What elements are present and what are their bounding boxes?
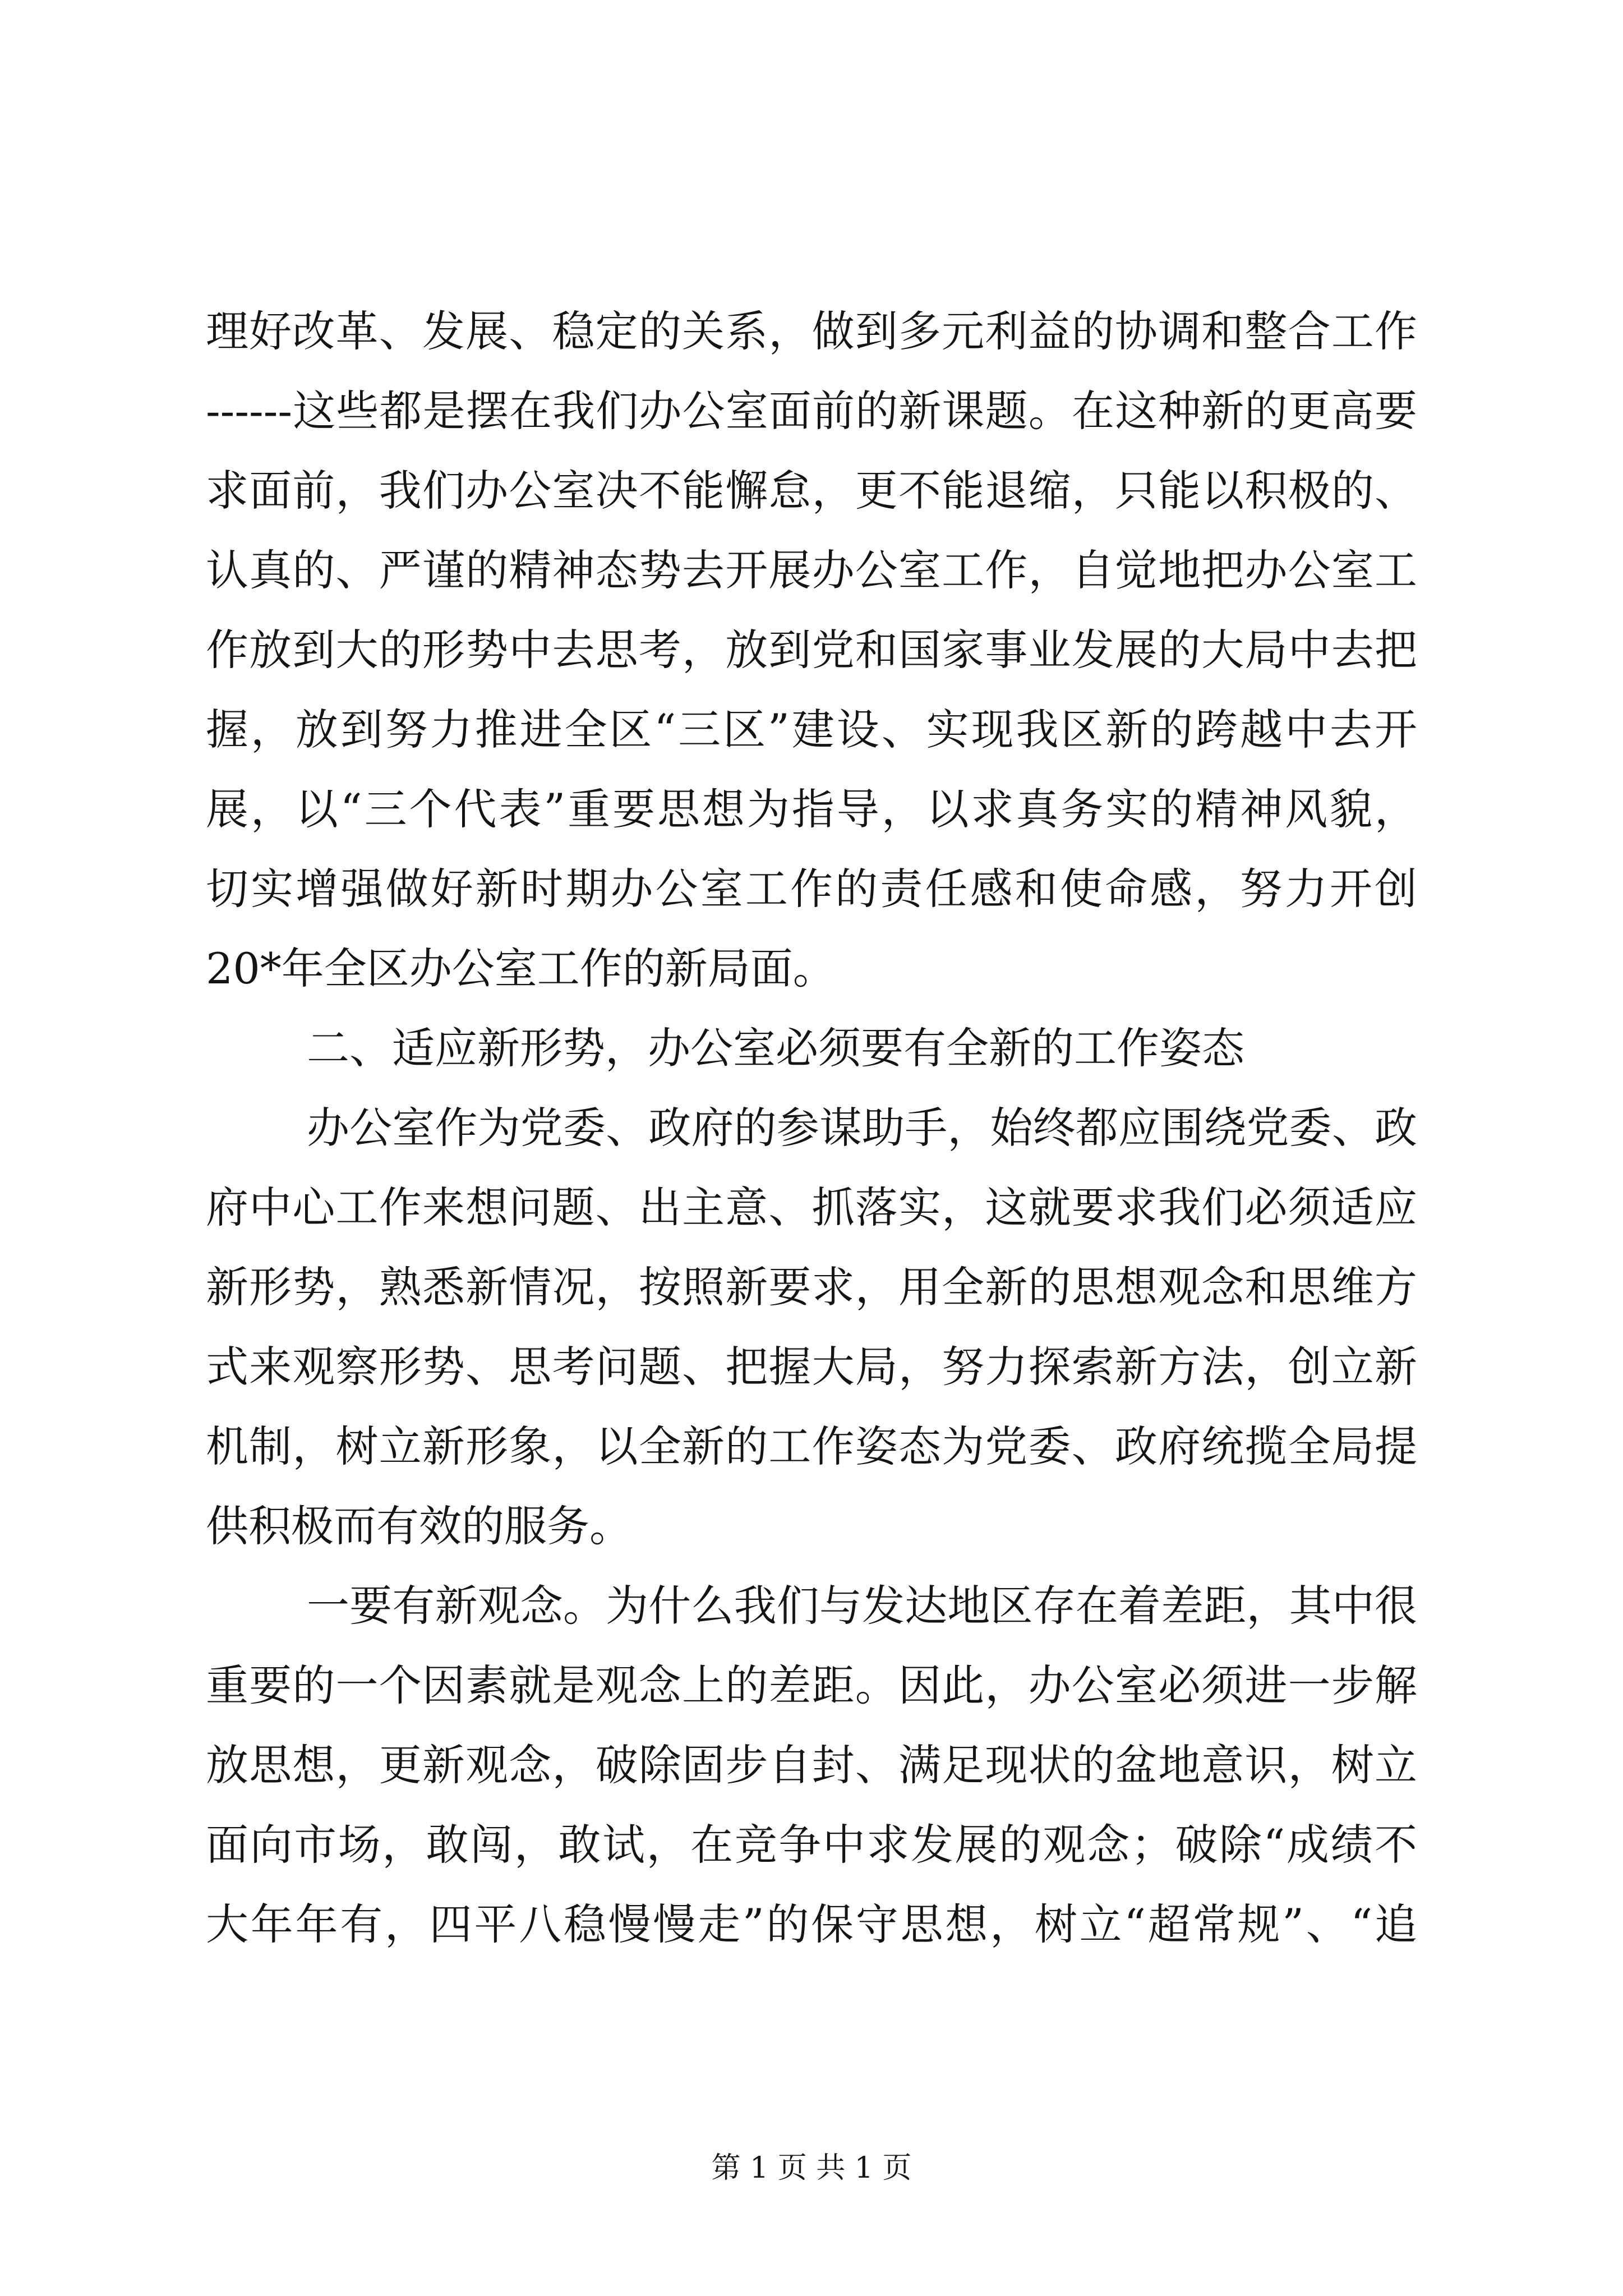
text-line: 认真的、严谨的精神态势去开展办公室工作，自觉地把办公室工: [206, 545, 1417, 595]
text-line: 20*年全区办公室工作的新局面。: [206, 944, 836, 993]
text-line: 面向市场，敢闯，敢试，在竞争中求发展的观念；破除“成绩不: [206, 1820, 1417, 1870]
text-line: 切实增强做好新时期办公室工作的责任感和使命感，努力开创: [206, 864, 1417, 914]
text-line: 一要有新观念。为什么我们与发达地区存在着差距，其中很: [307, 1581, 1417, 1631]
text-line: 供积极而有效的服务。: [206, 1501, 632, 1551]
text-line: 式来观察形势、思考问题、把握大局，努力探索新方法，创立新: [206, 1342, 1417, 1392]
page-footer: 第 1 页 共 1 页: [711, 2151, 912, 2185]
text-line: 握，放到努力推进全区“三区”建设、实现我区新的跨越中去开: [206, 705, 1417, 754]
text-line: 展，以“三个代表”重要思想为指导，以求真务实的精神风貌，: [206, 784, 1417, 834]
text-line: 机制，树立新形象，以全新的工作姿态为党委、政府统揽全局提: [206, 1421, 1417, 1471]
text-line: ------这些都是摆在我们办公室面前的新课题。在这种新的更高要: [206, 386, 1417, 436]
section-heading: 二、适应新形势，办公室必须要有全新的工作姿态: [307, 1023, 1244, 1073]
text-line: 大年年有，四平八稳慢慢走”的保守思想，树立“超常规”、“追: [206, 1899, 1417, 1949]
text-line: 理好改革、发展、稳定的关系，做到多元利益的协调和整合工作: [206, 306, 1417, 356]
text-line: 重要的一个因素就是观念上的差距。因此，办公室必须进一步解: [206, 1660, 1417, 1710]
text-line: 府中心工作来想问题、出主意、抓落实，这就要求我们必须适应: [206, 1182, 1417, 1232]
text-line: 办公室作为党委、政府的参谋助手，始终都应围绕党委、政: [307, 1103, 1417, 1153]
text-line: 新形势，熟悉新情况，按照新要求，用全新的思想观念和思维方: [206, 1262, 1417, 1312]
text-line: 作放到大的形势中去思考，放到党和国家事业发展的大局中去把: [206, 625, 1417, 675]
text-line: 求面前，我们办公室决不能懈怠，更不能退缩，只能以积极的、: [206, 466, 1417, 516]
text-line: 放思想，更新观念，破除固步自封、满足现状的盆地意识，树立: [206, 1740, 1417, 1790]
